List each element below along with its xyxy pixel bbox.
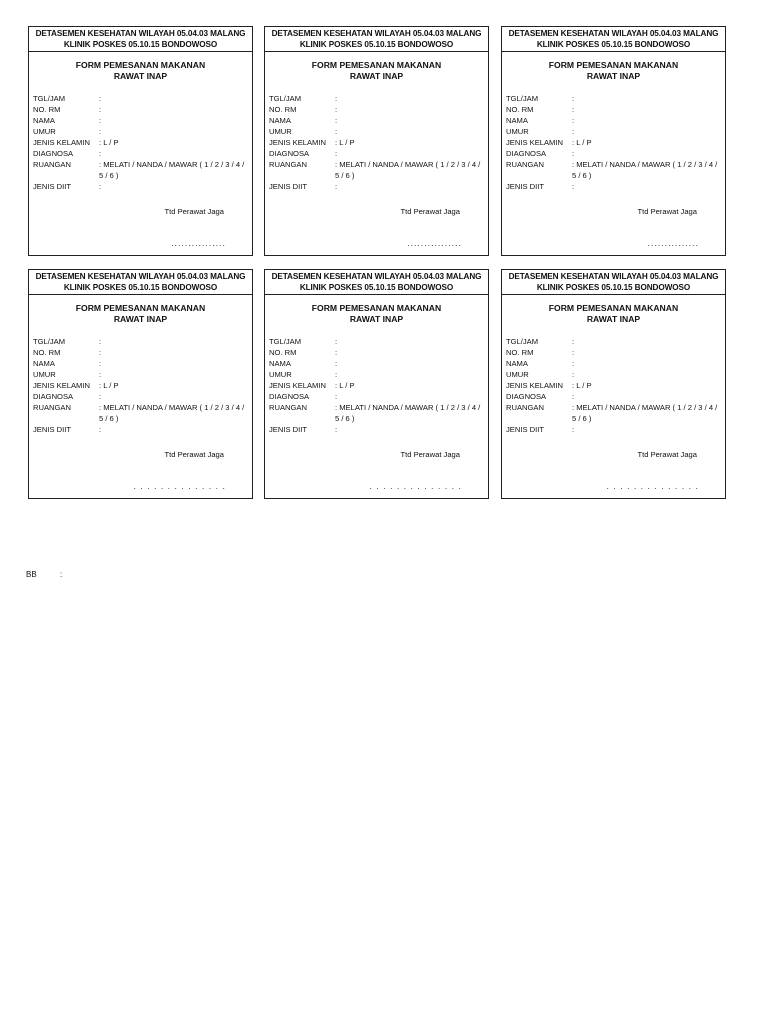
field-nama: [33, 115, 248, 126]
field-diagnosa: [506, 148, 721, 159]
field-diagnosa: [269, 148, 484, 159]
signature-label: Ttd Perawat Jaga: [164, 450, 224, 459]
field-label: NO. RM: [33, 348, 61, 357]
field-label: JENIS DIIT: [33, 425, 71, 434]
field-label: JENIS DIIT: [506, 425, 544, 434]
form-header: [502, 27, 725, 52]
field-ruangan: [269, 159, 484, 181]
field-ruangan: [269, 402, 484, 424]
signature-line[interactable]: . . . . . . . . . . . . . .: [133, 482, 226, 491]
header-unit: DETASEMEN KESEHATAN WILAYAH 05.04.03 MALANG: [508, 272, 719, 281]
field-jenis-kelamin: [269, 137, 484, 148]
field-jenis-kelamin: [269, 380, 484, 391]
field-value[interactable]: :: [99, 105, 102, 114]
form-header: [265, 27, 488, 52]
form-title: [502, 303, 725, 324]
field-jenis-kelamin: [506, 137, 721, 148]
field-value[interactable]: : MELATI / NANDA / MAWAR ( 1 / 2 / 3 / 4 / 5 / 6 ): [99, 403, 245, 423]
title-line-1: FORM PEMESANAN MAKANAN: [311, 303, 442, 313]
field-label: RUANGAN: [33, 160, 71, 169]
field-value[interactable]: : L / P: [99, 381, 119, 390]
field-label: RUANGAN: [506, 403, 544, 412]
field-ruangan: [33, 402, 248, 424]
field-umur: [269, 369, 484, 380]
form-title: [29, 60, 252, 81]
field-no-rm: [33, 347, 248, 358]
field-value[interactable]: : L / P: [572, 138, 592, 147]
field-label: JENIS KELAMIN: [269, 381, 326, 390]
field-jenis-kelamin: [33, 380, 248, 391]
field-value[interactable]: :: [99, 182, 102, 191]
title-line-1: FORM PEMESANAN MAKANAN: [548, 60, 679, 70]
footer-label: BB: [26, 570, 37, 579]
order-form-card: [264, 26, 489, 256]
field-label: DIAGNOSA: [33, 149, 74, 158]
field-nama: [506, 115, 721, 126]
field-value[interactable]: :: [99, 116, 102, 125]
title-line-1: FORM PEMESANAN MAKANAN: [75, 303, 206, 313]
field-value[interactable]: :: [572, 116, 575, 125]
header-clinic: KLINIK POSKES 05.10.15 BONDOWOSO: [63, 40, 218, 49]
field-value[interactable]: :: [335, 116, 338, 125]
title-line-2: RAWAT INAP: [349, 313, 404, 324]
field-tgl-jam: [269, 93, 484, 104]
field-value[interactable]: :: [572, 392, 575, 401]
field-label: NAMA: [506, 359, 528, 368]
field-value[interactable]: : MELATI / NANDA / MAWAR ( 1 / 2 / 3 / 4 / 5 / 6 ): [572, 160, 718, 180]
form-title: [265, 60, 488, 81]
field-value[interactable]: :: [572, 425, 575, 434]
field-value[interactable]: :: [572, 94, 575, 103]
field-list: [269, 336, 484, 435]
field-no-rm: [269, 104, 484, 115]
header-unit: DETASEMEN KESEHATAN WILAYAH 05.04.03 MALANG: [35, 272, 246, 281]
field-diagnosa: [269, 391, 484, 402]
field-label: NO. RM: [269, 105, 297, 114]
signature-label: Ttd Perawat Jaga: [400, 450, 460, 459]
signature-label: Ttd Perawat Jaga: [637, 450, 697, 459]
field-nama: [269, 115, 484, 126]
order-form-card: [264, 269, 489, 499]
form-title: [29, 303, 252, 324]
field-value[interactable]: :: [99, 149, 102, 158]
field-jenis-diit: [33, 424, 248, 435]
field-label: NO. RM: [269, 348, 297, 357]
field-value[interactable]: :: [572, 149, 575, 158]
header-clinic: KLINIK POSKES 05.10.15 BONDOWOSO: [299, 283, 454, 292]
field-value[interactable]: :: [335, 337, 338, 346]
field-jenis-diit: [506, 424, 721, 435]
field-label: JENIS KELAMIN: [506, 138, 563, 147]
signature-label: Ttd Perawat Jaga: [637, 207, 697, 216]
field-label: UMUR: [33, 127, 56, 136]
field-tgl-jam: [506, 336, 721, 347]
form-header: [29, 270, 252, 295]
title-line-2: RAWAT INAP: [113, 313, 168, 324]
field-value[interactable]: :: [99, 348, 102, 357]
field-value[interactable]: :: [335, 149, 338, 158]
field-diagnosa: [506, 391, 721, 402]
field-label: DIAGNOSA: [506, 392, 547, 401]
signature-line[interactable]: . . . . . . . . . . . . . .: [369, 482, 462, 491]
field-value[interactable]: :: [572, 359, 575, 368]
field-label: NO. RM: [33, 105, 61, 114]
field-label: TGL/JAM: [33, 337, 66, 346]
field-label: RUANGAN: [506, 160, 544, 169]
title-line-2: RAWAT INAP: [113, 70, 168, 81]
header-clinic: KLINIK POSKES 05.10.15 BONDOWOSO: [63, 283, 218, 292]
signature-line[interactable]: ...............: [647, 239, 699, 248]
field-value[interactable]: :: [99, 337, 102, 346]
field-label: JENIS KELAMIN: [269, 138, 326, 147]
field-jenis-kelamin: [33, 137, 248, 148]
field-label: UMUR: [269, 370, 292, 379]
field-tgl-jam: [33, 336, 248, 347]
field-value[interactable]: : MELATI / NANDA / MAWAR ( 1 / 2 / 3 / 4 / 5 / 6 ): [572, 403, 718, 423]
field-value[interactable]: :: [572, 337, 575, 346]
field-value[interactable]: :: [572, 348, 575, 357]
field-ruangan: [33, 159, 248, 181]
field-label: UMUR: [506, 370, 529, 379]
header-unit: DETASEMEN KESEHATAN WILAYAH 05.04.03 MALANG: [35, 29, 246, 38]
field-value[interactable]: :: [335, 94, 338, 103]
field-label: TGL/JAM: [506, 94, 539, 103]
form-title: [502, 60, 725, 81]
field-value[interactable]: :: [572, 370, 575, 379]
field-no-rm: [506, 347, 721, 358]
field-label: NO. RM: [506, 348, 534, 357]
field-value[interactable]: :: [99, 94, 102, 103]
field-jenis-diit: [269, 181, 484, 192]
field-value[interactable]: : MELATI / NANDA / MAWAR ( 1 / 2 / 3 / 4 / 5 / 6 ): [99, 160, 245, 180]
form-header: [265, 270, 488, 295]
field-value[interactable]: :: [335, 359, 338, 368]
field-label: RUANGAN: [269, 160, 307, 169]
field-value[interactable]: :: [335, 370, 338, 379]
order-form-card: [28, 269, 253, 499]
field-no-rm: [506, 104, 721, 115]
field-label: JENIS DIIT: [33, 182, 71, 191]
title-line-2: RAWAT INAP: [586, 70, 641, 81]
field-ruangan: [506, 159, 721, 181]
field-label: JENIS DIIT: [506, 182, 544, 191]
field-label: NAMA: [33, 116, 55, 125]
signature-line[interactable]: . . . . . . . . . . . . . .: [606, 482, 699, 491]
field-value[interactable]: :: [99, 127, 102, 136]
field-list: [506, 336, 721, 435]
field-label: JENIS DIIT: [269, 425, 307, 434]
field-value[interactable]: : L / P: [572, 381, 592, 390]
field-value[interactable]: :: [572, 127, 575, 136]
field-jenis-diit: [269, 424, 484, 435]
field-label: RUANGAN: [269, 403, 307, 412]
order-form-card: [28, 26, 253, 256]
field-label: NAMA: [33, 359, 55, 368]
field-umur: [506, 369, 721, 380]
footer-value[interactable]: :: [60, 570, 63, 579]
form-header: [502, 270, 725, 295]
field-value[interactable]: :: [335, 425, 338, 434]
field-value[interactable]: :: [99, 425, 102, 434]
header-unit: DETASEMEN KESEHATAN WILAYAH 05.04.03 MALANG: [508, 29, 719, 38]
form-header: [29, 27, 252, 52]
field-label: NAMA: [269, 116, 291, 125]
field-nama: [506, 358, 721, 369]
field-label: JENIS KELAMIN: [33, 381, 90, 390]
title-line-1: FORM PEMESANAN MAKANAN: [311, 60, 442, 70]
field-label: UMUR: [33, 370, 56, 379]
field-umur: [506, 126, 721, 137]
field-label: TGL/JAM: [269, 94, 302, 103]
field-label: TGL/JAM: [269, 337, 302, 346]
field-label: NAMA: [506, 116, 528, 125]
field-value[interactable]: :: [572, 105, 575, 114]
title-line-1: FORM PEMESANAN MAKANAN: [75, 60, 206, 70]
field-umur: [269, 126, 484, 137]
title-line-1: FORM PEMESANAN MAKANAN: [548, 303, 679, 313]
signature-label: Ttd Perawat Jaga: [400, 207, 460, 216]
field-list: [33, 336, 248, 435]
field-value[interactable]: :: [99, 392, 102, 401]
field-no-rm: [33, 104, 248, 115]
field-umur: [33, 369, 248, 380]
field-value[interactable]: :: [335, 348, 338, 357]
field-value[interactable]: :: [99, 370, 102, 379]
field-label: JENIS DIIT: [269, 182, 307, 191]
field-value[interactable]: :: [335, 105, 338, 114]
signature-line[interactable]: ................: [407, 239, 462, 248]
field-jenis-kelamin: [506, 380, 721, 391]
field-label: NAMA: [269, 359, 291, 368]
title-line-2: RAWAT INAP: [349, 70, 404, 81]
field-value[interactable]: : L / P: [335, 381, 355, 390]
field-nama: [269, 358, 484, 369]
field-label: DIAGNOSA: [269, 149, 310, 158]
header-clinic: KLINIK POSKES 05.10.15 BONDOWOSO: [536, 283, 691, 292]
footer-bb-row: [26, 570, 62, 579]
field-tgl-jam: [33, 93, 248, 104]
field-label: RUANGAN: [33, 403, 71, 412]
field-value[interactable]: :: [335, 182, 338, 191]
field-value[interactable]: : MELATI / NANDA / MAWAR ( 1 / 2 / 3 / 4 / 5 / 6 ): [335, 160, 481, 180]
field-label: DIAGNOSA: [269, 392, 310, 401]
field-label: NO. RM: [506, 105, 534, 114]
field-label: TGL/JAM: [33, 94, 66, 103]
field-value[interactable]: :: [572, 182, 575, 191]
field-value[interactable]: : L / P: [335, 138, 355, 147]
field-value[interactable]: : L / P: [99, 138, 119, 147]
field-value[interactable]: :: [335, 392, 338, 401]
field-nama: [33, 358, 248, 369]
field-umur: [33, 126, 248, 137]
header-clinic: KLINIK POSKES 05.10.15 BONDOWOSO: [536, 40, 691, 49]
header-clinic: KLINIK POSKES 05.10.15 BONDOWOSO: [299, 40, 454, 49]
field-no-rm: [269, 347, 484, 358]
field-label: DIAGNOSA: [33, 392, 74, 401]
field-tgl-jam: [506, 93, 721, 104]
header-unit: DETASEMEN KESEHATAN WILAYAH 05.04.03 MALANG: [271, 272, 482, 281]
field-diagnosa: [33, 391, 248, 402]
order-form-card: [501, 269, 726, 499]
field-tgl-jam: [269, 336, 484, 347]
field-jenis-diit: [33, 181, 248, 192]
field-label: UMUR: [269, 127, 292, 136]
field-list: [506, 93, 721, 192]
order-form-card: [501, 26, 726, 256]
signature-label: Ttd Perawat Jaga: [164, 207, 224, 216]
signature-line[interactable]: ................: [171, 239, 226, 248]
field-label: TGL/JAM: [506, 337, 539, 346]
field-list: [269, 93, 484, 192]
field-label: DIAGNOSA: [506, 149, 547, 158]
field-label: JENIS KELAMIN: [506, 381, 563, 390]
header-unit: DETASEMEN KESEHATAN WILAYAH 05.04.03 MALANG: [271, 29, 482, 38]
field-label: JENIS KELAMIN: [33, 138, 90, 147]
form-title: [265, 303, 488, 324]
field-diagnosa: [33, 148, 248, 159]
field-list: [33, 93, 248, 192]
field-ruangan: [506, 402, 721, 424]
field-value[interactable]: :: [99, 359, 102, 368]
field-jenis-diit: [506, 181, 721, 192]
field-value[interactable]: :: [335, 127, 338, 136]
field-value[interactable]: : MELATI / NANDA / MAWAR ( 1 / 2 / 3 / 4 / 5 / 6 ): [335, 403, 481, 423]
title-line-2: RAWAT INAP: [586, 313, 641, 324]
field-label: UMUR: [506, 127, 529, 136]
